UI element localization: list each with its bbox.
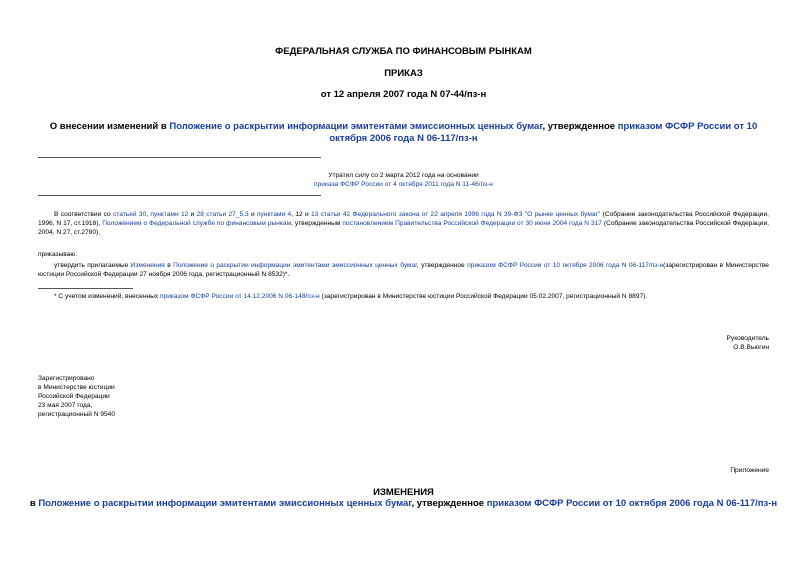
- appendix-heading: ИЗМЕНЕНИЯ: [373, 487, 434, 498]
- footnote-divider: [38, 288, 133, 289]
- signature-role: Руководитель: [726, 335, 769, 342]
- status-text: Утратил силу со 2 марта 2012 года на основании: [328, 172, 479, 179]
- link-fsfr-regulation[interactable]: Положением о Федеральной службе по финансовым рынкам: [102, 220, 292, 227]
- preamble-text: ,: [146, 211, 151, 218]
- registration-line: регистрационный N 9540: [38, 411, 116, 418]
- document-date: от 12 апреля 2007 года N 07-44/пз-н: [320, 89, 487, 100]
- appendix-link-regulation[interactable]: Положение о раскрытии информации эмитентами эмиссионных ценных бумаг: [38, 498, 412, 509]
- footnote-text: * С учетом изменений, внесенных: [54, 293, 160, 300]
- link-article-27-5-3[interactable]: 28 статьи 27_5.3: [196, 211, 249, 218]
- link-points-12[interactable]: пунктами 12: [150, 211, 189, 218]
- footnote-text: (зарегистрирован в Министерстве юстиции Российской Федерации 05.02.2007, регистрационный N 8897).: [319, 293, 648, 300]
- appendix-label: Приложение: [730, 467, 769, 474]
- link-federal-law[interactable]: 13 статьи 42 Федерального закона от 22 апреля 1996 года N 39-ФЗ "О рынке ценных бумаг": [311, 211, 601, 218]
- link-order-06-117[interactable]: приказом ФСФР России от 10 октября 2006 года N 06-117/пз-н: [467, 262, 664, 269]
- status-note: [230, 171, 577, 189]
- preamble-text: (Собрание законодательства Российской Федерации, 1996, N 17, ст.1918),: [38, 211, 769, 227]
- registration-line: Зарегистрировано: [38, 375, 95, 382]
- link-regulation[interactable]: Положение о раскрытии информации эмитентами эмиссионных ценных бумаг: [173, 262, 417, 269]
- link-article-30[interactable]: статьей 30: [112, 211, 147, 218]
- appendix-link-order[interactable]: приказом ФСФР России от 10 октября 2006 года N 06-117/пз-н: [486, 498, 778, 509]
- preamble-paragraph: [38, 210, 769, 237]
- status-link[interactable]: приказа ФСФР России от 4 октября 2011 года N 11-46/пз-н: [314, 181, 493, 188]
- signature-name: О.В.Вьюгин: [733, 344, 769, 351]
- divider-top: [38, 157, 321, 158]
- order-text: (зарегистрирован в Министерстве юстиции Российской Федерации 27 ноября 2006 года, регистрационный N 8532)*.: [38, 262, 769, 278]
- order-paragraph: [38, 261, 769, 279]
- order-text: в: [164, 262, 174, 269]
- signature: [560, 334, 769, 352]
- title-link-order[interactable]: приказом ФСФР России от 10 октября 2006 года N 06-117/пз-н: [329, 121, 758, 144]
- order-text: , утвержденное: [416, 262, 468, 269]
- appendix-subtitle: [0, 498, 807, 510]
- footnote-link[interactable]: приказом ФСФР России от 14.12.2006 N 06-148/пз-н: [159, 293, 320, 300]
- preamble-text: , утвержденным: [291, 220, 343, 227]
- divider-bottom: [38, 195, 321, 196]
- order-text: утвердить прилагаемые: [54, 262, 131, 269]
- registration-line: в Министерстве юстиции: [38, 384, 115, 391]
- registration-line: Российской Федерации: [38, 393, 110, 400]
- title-text-1: О внесении изменений в: [49, 121, 170, 132]
- title-link-regulation[interactable]: Положение о раскрытии информации эмитентами эмиссионных ценных бумаг: [169, 121, 543, 132]
- appendix-text: в: [29, 498, 39, 509]
- appendix-text: , утвержденное: [411, 498, 487, 509]
- registration-line: 23 мая 2007 года,: [38, 402, 93, 409]
- registration-block: [38, 374, 115, 419]
- preamble-text: , 12 и: [291, 211, 312, 218]
- document-title: [30, 121, 777, 145]
- preamble-text: и: [188, 211, 197, 218]
- order-word: приказываю:: [38, 251, 78, 258]
- title-text-2: , утвержденное: [542, 121, 618, 132]
- preamble-text: (Собрание законодательства Российской Федерации, 2004, N 27, ст.2780),: [38, 220, 769, 236]
- agency-name: ФЕДЕРАЛЬНАЯ СЛУЖБА ПО ФИНАНСОВЫМ РЫНКАМ: [275, 46, 532, 57]
- link-points-4[interactable]: пунктами 4: [256, 211, 292, 218]
- preamble-text: В соответствии со: [54, 211, 113, 218]
- footnote: [54, 292, 769, 301]
- link-government-decree[interactable]: постановлением Правительства Российской Федерации от 30 июня 2004 года N 317: [342, 220, 602, 227]
- document-type: ПРИКАЗ: [384, 68, 423, 79]
- preamble-text: и: [248, 211, 257, 218]
- link-changes[interactable]: Изменения: [130, 262, 165, 269]
